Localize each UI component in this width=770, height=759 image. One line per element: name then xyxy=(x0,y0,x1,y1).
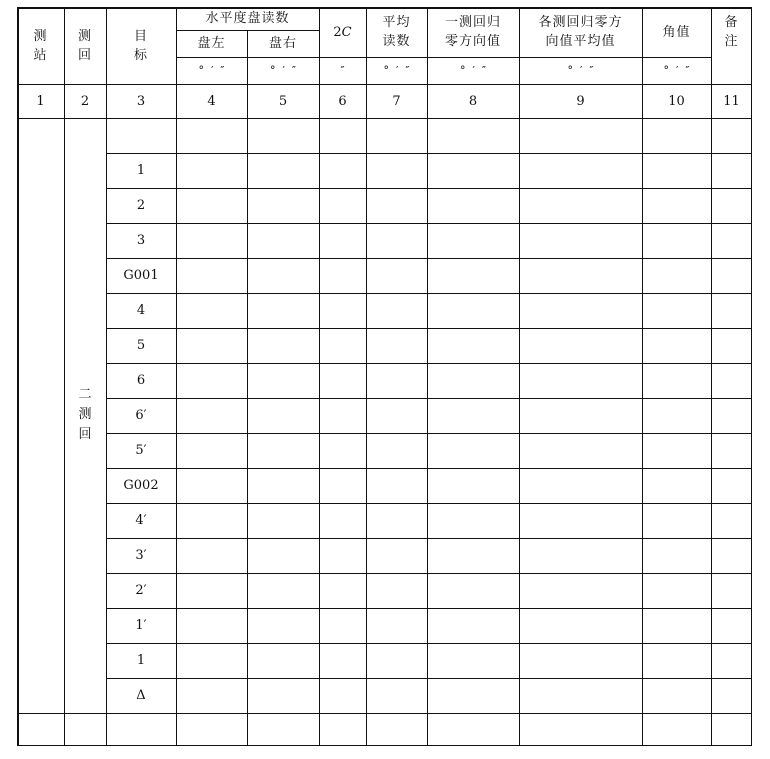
header-target: 目 标 xyxy=(133,28,148,63)
unit-mean-reduced-direction: ° ′ ″ xyxy=(567,64,594,77)
header-station: 测 站 xyxy=(33,28,48,63)
row-line xyxy=(17,84,752,85)
column-number: 8 xyxy=(468,93,478,109)
row-line xyxy=(106,363,752,364)
header-mean-reading: 平均 读数 xyxy=(382,15,411,49)
row-line xyxy=(106,433,752,434)
row-line xyxy=(176,30,319,31)
target-cell: 1 xyxy=(136,653,146,668)
unit-reduced-direction: ° ′ ″ xyxy=(459,64,487,77)
column-number: 1 xyxy=(36,93,45,109)
target-cell: 5′ xyxy=(135,443,147,458)
round-label: 二 测 回 xyxy=(78,387,92,442)
row-line xyxy=(106,293,752,294)
header-remark: 备 注 xyxy=(724,15,739,49)
target-cell xyxy=(106,118,176,153)
row-line xyxy=(176,57,711,58)
target-cell: 2′ xyxy=(135,583,147,598)
target-cell: 5 xyxy=(136,338,146,353)
row-line xyxy=(106,468,752,469)
row-line xyxy=(106,503,752,504)
row-line xyxy=(106,328,752,329)
header-2c-variable: C xyxy=(341,24,352,40)
row-line xyxy=(106,573,752,574)
target-cell: 6 xyxy=(136,373,146,388)
column-number: 7 xyxy=(392,93,401,109)
row-line xyxy=(106,223,752,224)
row-line xyxy=(17,118,752,119)
target-cell: G001 xyxy=(123,268,159,283)
header-angle: 角值 xyxy=(662,24,691,40)
column-line xyxy=(247,30,248,746)
unit-face-left: ° ′ ″ xyxy=(198,64,225,77)
target-cell: 2 xyxy=(136,198,146,213)
header-horizontal-reading: 水平度盘读数 xyxy=(205,11,290,26)
column-number: 10 xyxy=(668,93,685,109)
unit-face-right: ° ′ ″ xyxy=(269,64,297,77)
row-line xyxy=(106,678,752,679)
target-cell: 1 xyxy=(136,163,146,178)
target-cell: G002 xyxy=(123,478,159,493)
row-line xyxy=(17,713,752,714)
row-line xyxy=(106,153,752,154)
column-number: 2 xyxy=(80,93,90,109)
column-number: 11 xyxy=(723,93,740,109)
column-number: 9 xyxy=(576,93,585,109)
row-line xyxy=(106,643,752,644)
target-cell: Δ xyxy=(136,688,146,703)
row-line xyxy=(106,398,752,399)
header-reduced-direction: 一测回归 零方向值 xyxy=(444,15,501,49)
header-round: 测 回 xyxy=(77,28,92,63)
row-line xyxy=(106,538,752,539)
header-mean-reduced-direction: 各测回归零方 向值平均值 xyxy=(538,15,623,49)
header-face-left: 盘左 xyxy=(197,36,226,51)
unit-2c: ″ xyxy=(340,64,345,77)
target-cell: 6′ xyxy=(135,408,147,423)
column-number: 5 xyxy=(278,93,288,109)
header-face-right: 盘右 xyxy=(268,36,297,51)
row-line xyxy=(106,608,752,609)
target-cell: 3′ xyxy=(135,548,147,563)
unit-mean-reading: ° ′ ″ xyxy=(383,64,410,77)
column-number: 4 xyxy=(207,93,216,109)
header-2c xyxy=(319,7,366,57)
observation-record-table xyxy=(17,7,752,746)
column-number: 6 xyxy=(338,93,347,109)
target-cell: 4 xyxy=(136,303,146,318)
target-cell: 4′ xyxy=(135,513,147,528)
header-2c-number: 2 xyxy=(333,24,342,40)
row-line xyxy=(106,258,752,259)
row-line xyxy=(106,188,752,189)
target-cell: 1′ xyxy=(135,618,147,633)
column-number: 3 xyxy=(136,93,146,109)
unit-angle: ° ′ ″ xyxy=(663,64,690,77)
target-cell: 3 xyxy=(136,233,146,248)
